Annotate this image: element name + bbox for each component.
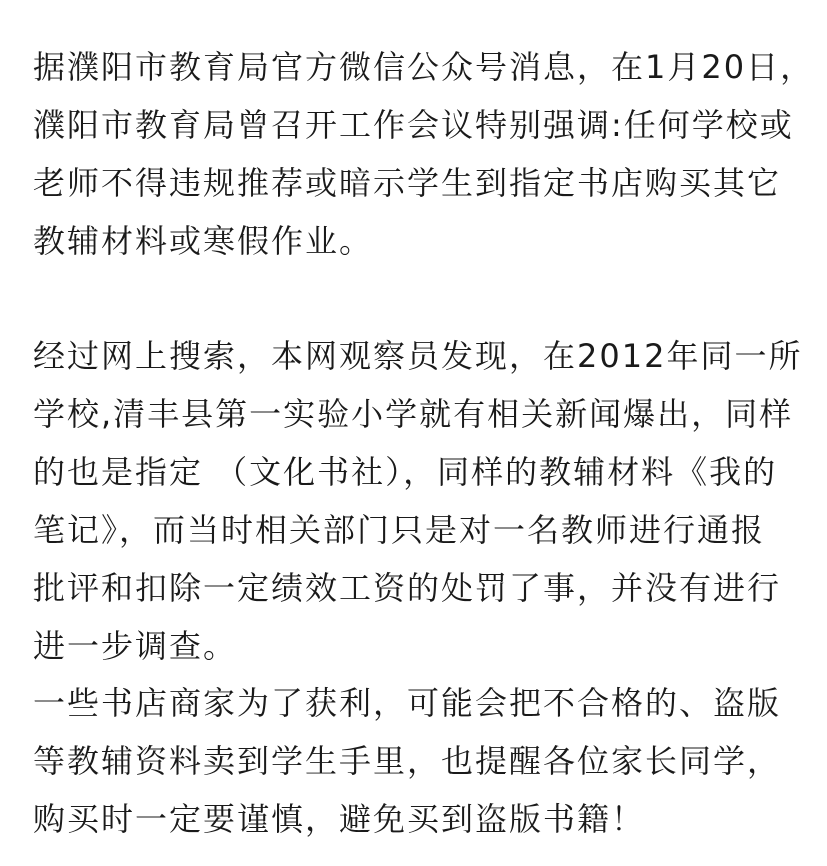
text-line: 经过网上搜索，本网观察员发现，在2012年同一所 xyxy=(33,337,803,375)
text-line: 老师不得违规推荐或暗示学生到指定书店购买其它 xyxy=(33,164,782,202)
text-line: 等教辅资料卖到学生手里，也提醒各位家长同学， xyxy=(33,742,782,780)
text-line: 据濮阳市教育局官方微信公众号消息，在1月20日， xyxy=(33,48,815,86)
text-line: 学校,清丰县第一实验小学就有相关新闻爆出，同样 xyxy=(33,395,794,433)
text-line: 一些书店商家为了获利，可能会把不合格的、盗版 xyxy=(33,684,782,722)
text-line: 濮阳市教育局曾召开工作会议特别强调:任何学校或 xyxy=(33,106,794,144)
text-line: 购买时一定要谨慎，避免买到盗版书籍！ xyxy=(33,800,646,838)
text-line: 的也是指定 （文化书社），同样的教辅材料《我的 xyxy=(33,453,778,491)
text-line: 笔记》，而当时相关部门只是对一名教师进行通报 xyxy=(33,511,766,549)
text-line: 进一步调查。 xyxy=(33,627,238,665)
text-line: 教辅材料或寒假作业。 xyxy=(33,222,374,260)
text-line: 批评和扣除一定绩效工资的处罚了事，并没有进行 xyxy=(33,569,782,607)
